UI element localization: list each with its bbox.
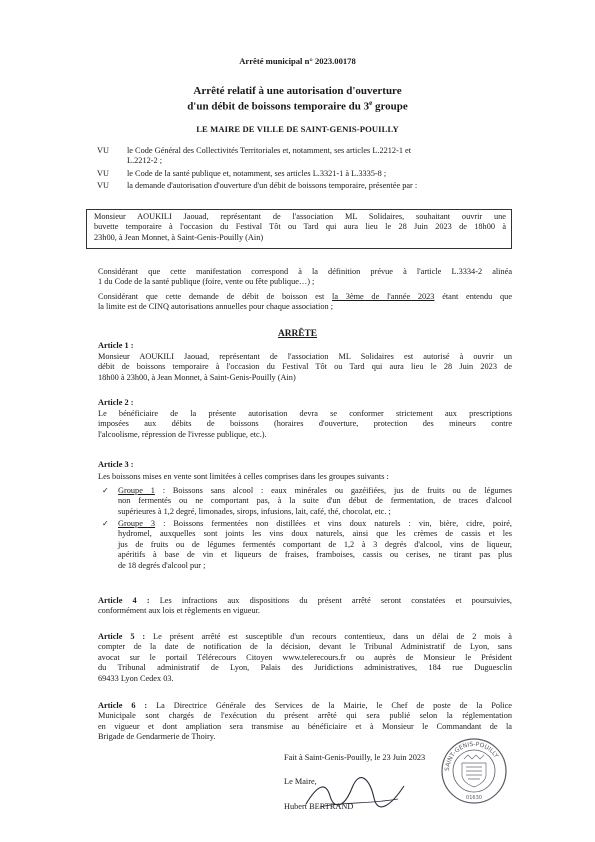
signature-place-date: Fait à Saint-Genis-Pouilly, le 23 Juin 2023 [284,753,426,762]
arrete-heading: ARRÊTE [277,329,318,339]
vu-key: VU [97,169,109,178]
considerant-2: Considérant que cette demande de débit de boisson est la 3ème de l'année 2023 étant entendu que la limite est de CINQ autorisations annuelles pour chaque association ; [98,292,513,312]
decree-reference: Arrêté municipal n° 2023.00178 [239,56,356,66]
mayor-heading: LE MAIRE DE VILLE DE SAINT-GENIS-POUILLY [196,124,399,134]
article-5: Article 5 : Le présent arrêté est susceptible d'un recours contentieux, dans un délai de 2 mois à compter de la date de notification de la décision, devant le Tribunal Administratif de Lyon, sans avocat sur le portail Télérecours Citoyen www.telerecours.fr ou auprès de Monsieur le Président du Tribunal administratif de Lyon, Palais des Juridictions administratives, 184 rue Duguesclin 69433 Lyon Cedex 03. [98,632,512,683]
handwritten-signature [300,774,410,814]
article-3-intro: Les boissons mises en vente sont limitées à celles comprises dans les groupes suivants : [98,472,389,481]
article-4: Article 4 : Les infractions aux dispositions du présent arrêté seront constatées et poursuivies, conformément aux lois et règlements en vigueur. [98,596,512,616]
check-icon: ✓ [102,519,109,528]
request-text: Monsieur AOUKILI Jaouad, représentant de l'association ML Solidaires, souhaitant ouvrir une buvette temporaire à l'occasion du Festival Tôt ou Tard qui aura lieu le 28 Juin 2023 de 18h00 à 23h00, à Jean Monnet, à Saint-Genis-Pouilly (Ain) [94,212,506,242]
decree-title-line2: d'un débit de boissons temporaire du 3e groupe [187,99,408,113]
seal-text: SAINT-GENIS-POUILLY [443,740,500,772]
check-icon: ✓ [102,486,109,495]
article-1-label: Article 1 : [98,341,134,350]
article-6: Article 6 : La Directrice Générale des Services de la Mairie, le Chef de poste de la Police Municipale sont chargés de l'exécution du présent arrêté qui sera publié selon la réglementation en vigueur et dont ampliation sera transmise au bénéficiaire et à Monsieur le Commandant de la Brigade de Gendarmerie de Thoiry. [98,701,512,742]
article-5-label: Article 5 : [98,632,146,641]
official-seal [440,737,508,805]
article-3-label: Article 3 : [98,460,134,469]
article-6-label: Article 6 : [98,701,148,710]
signature-name: Hubert BERTRAND [284,802,354,811]
group-1-text: Groupe 1 : Boissons sans alcool : eaux minérales ou gazéifiées, jus de fruits ou de légumes non fermentés ou ne comportant pas, à la suite d'un début de fermentation, de traces d'alcool supérieures à 1,2 degré, limonades, sirops, infusions, lait, café, thé, chocolat, etc. ; [118,486,512,516]
vu-key: VU [97,146,109,155]
vu-key: VU [97,181,109,190]
document-page: Arrêté municipal n° 2023.00178 Arrêté relatif à une autorisation d'ouverture d'un débit de boissons temporaire du 3e groupe LE MAIRE DE VILLE DE SAINT-GENIS-POUILLY VU le Code Général des Collectivités Territoriales et, notamment, ses articles L.2212-1 et L.2212-2 ; VU le Code de la santé publique et, notamment, ses articles L.3321-1 à L.3335-8 ; VU la demande d'autorisation d'ouverture d'un débit de boissons temporaire, présentée par : Monsieur AOUKILI Jaouad, représentant de l'association ML Solidaires, souhaitant ouvrir une buvette temporaire à l'occasion du Festival Tôt ou Tard qui aura lieu le 28 Juin 2023 de 18h00 à 23h00, à Jean Monnet, à Saint-Genis-Pouilly (Ain) Considérant que cette manifestation correspond à la définition prévue à l'article L.3334-2 alinéa 1 du Code de la santé publique (foire, vente ou fête publique…) ; Considérant que cette demande de débit de boisson est la 3ème de l'année 2023 étant entendu que la limite est de CINQ autorisations annuelles pour chaque association ; ARRÊTE Article 1 : Monsieur AOUKILI Jaouad, représentant de l'association ML Solidaires est autorisé à ouvrir un débit de boissons temporaire à l'occasion du Festival Tôt ou Tard qui aura lieu le 28 Juin 2023 de 18h00 à 23h00, à Jean Monnet, à Saint-Genis-Pouilly (Ain) Article 2 : Le bénéficiaire de la présente autorisation devra se conformer strictement aux prescriptions imposées aux débits de boissons (horaires d'ouverture, protection des mineurs contre l'alcoolisme, répression de l'ivresse publique, etc.). Article 3 : Les boissons mises en vente sont limitées à celles comprises dans les groupes suivants : ✓ Groupe 1 : Boissons sans alcool : eaux minérales ou gazéifiées, jus de fruits ou de légumes non fermentés ou ne comportant pas, à la suite d'un début de fermentation, de traces d'alcool supérieures à 1,2 degré, limonades, sirops, infusions, lait, café, thé, chocolat, etc. ; ✓ Groupe 3 : Boissons fermentées non distillées et vins doux naturels : vin, bière, cidre, poiré, hydromel, auxquelles sont joints les vins doux naturels, ainsi que les crèmes de cassis et les jus de fruits ou de légumes fermentés comportant de 1,2 à 3 degrés d'alcool, vins de liqueur, apéritifs à base de vin et liqueurs de fraises, framboises, cassis ou cerises, ne tirant pas plus de 18 degrés d'alcool pur ; Article 4 : Les infractions aux dispositions du présent arrêté seront constatées et poursuivies, conformément aux lois et règlements en vigueur. Article 5 : Le présent arrêté est susceptible d'un recours contentieux, dans un délai de 2 mois à compter de la date de notification de la décision, devant le Tribunal Administratif de Lyon, sans avocat sur le portail Télérecours Citoyen www.telerecours.fr ou auprès de Monsieur le Président du Tribunal administratif de Lyon, Palais des Juridictions administratives, 184 rue Duguesclin 69433 Lyon Cedex 03. Article 6 : La Directrice Générale des Services de la Mairie, le Chef de poste de la Police Municipale sont chargés de l'exécution du présent arrêté qui sera publié selon la réglementation en vigueur et dont ampliation sera transmise au bénéficiaire et à Monsieur le Commandant de la Brigade de Gendarmerie de Thoiry. Fait à Saint-Genis-Pouilly, le 23 Juin 2023 Le Maire, Hubert BERTRAND SAINT-GENIS-POUILLY 01630 [0,0,595,842]
article-2-text: Le bénéficiaire de la présente autorisation devra se conformer strictement aux prescriptions imposées aux débits de boissons (horaires d'ouverture, protection des mineurs contre l'alcoolisme, répression de l'ivresse publique, etc.). [98,409,512,439]
seal-code: 01630 [466,795,482,801]
article-2-label: Article 2 : [98,398,134,407]
decree-title-line1: Arrêté relatif à une autorisation d'ouverture [193,85,402,97]
article-1-text: Monsieur AOUKILI Jaouad, représentant de l'association ML Solidaires est autorisé à ouvrir un débit de boissons temporaire à l'occasion du Festival Tôt ou Tard qui aura lieu le 28 Juin 2023 de 18h00 à 23h00, à Jean Monnet, à Saint-Genis-Pouilly (Ain) [98,352,512,382]
article-4-label: Article 4 : [98,596,150,605]
signature-role: Le Maire, [284,777,317,786]
considerant-1: Considérant que cette manifestation correspond à la définition prévue à l'article L.3334-2 alinéa 1 du Code de la santé publique (foire, vente ou fête publique…) ; [98,267,512,287]
group-3-text: Groupe 3 : Boissons fermentées non distillées et vins doux naturels : vin, bière, cidre, poiré, hydromel, auxquelles sont joints les vins doux naturels, ainsi que les crèmes de cassis et les jus de fruits ou de légumes fermentés comportant de 1,2 à 3 degrés d'alcool, vins de liqueur, apéritifs à base de vin et liqueurs de fraises, framboises, cassis ou cerises, ne tirant pas plus de 18 degrés d'alcool pur ; [118,519,513,570]
